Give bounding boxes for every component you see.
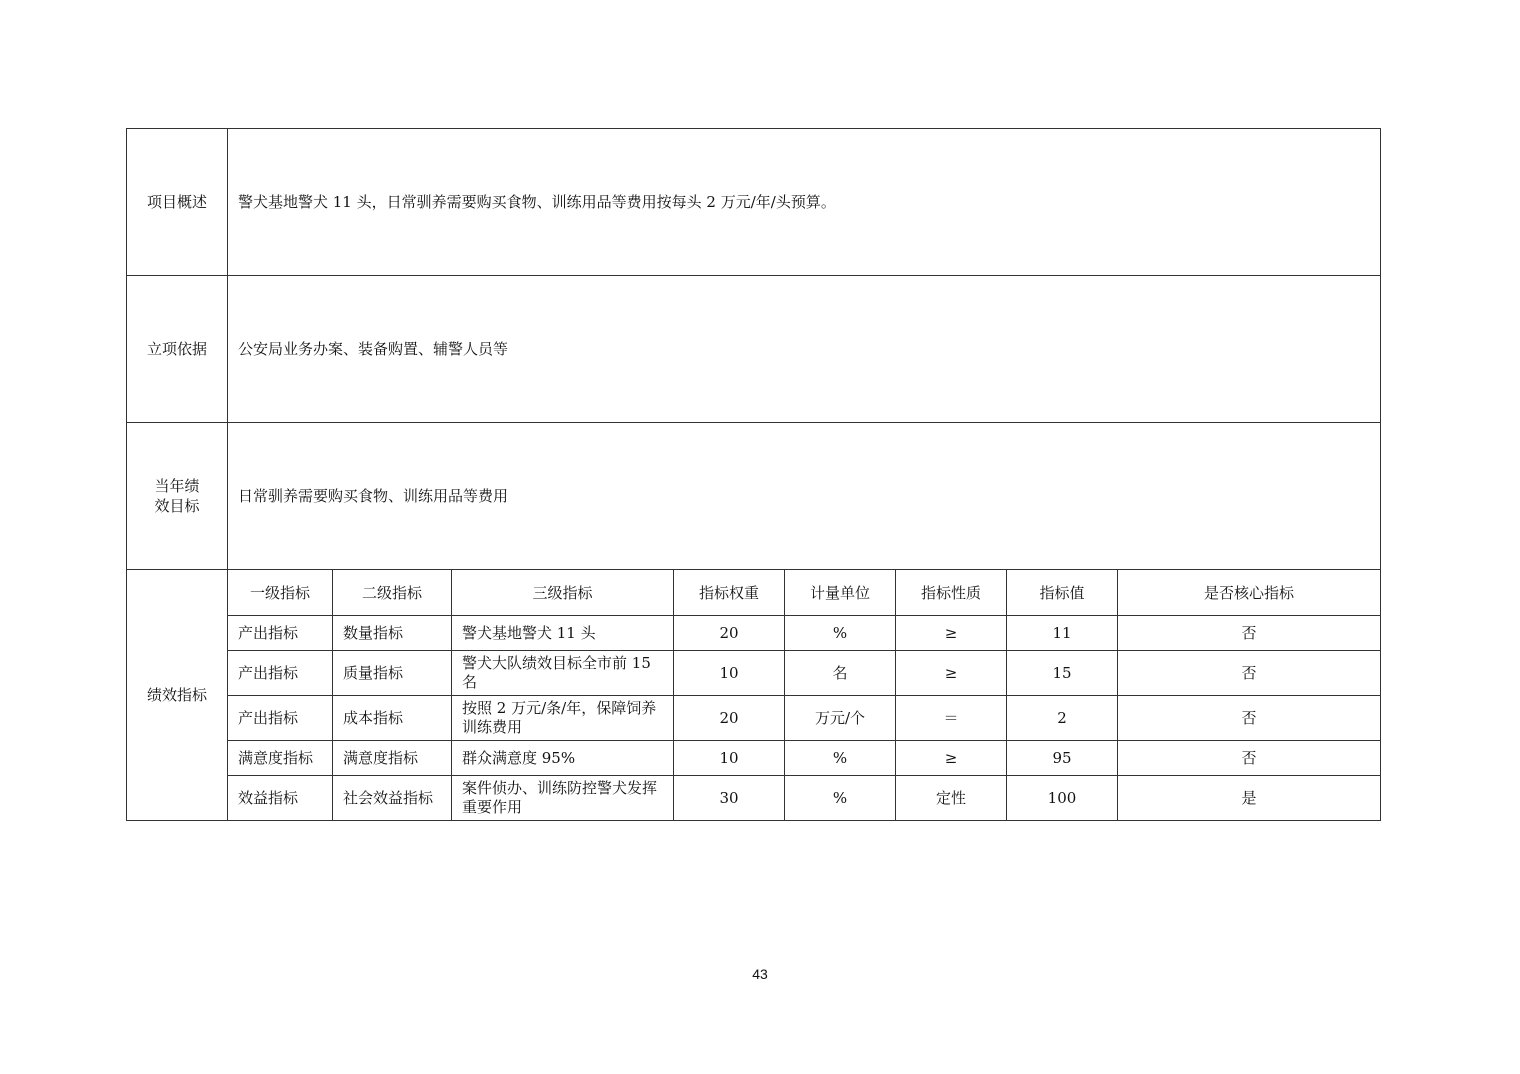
column-header: 是否核心指标 bbox=[1118, 570, 1381, 616]
column-header: 二级指标 bbox=[333, 570, 452, 616]
level2-cell: 成本指标 bbox=[333, 696, 452, 741]
basis-label: 立项依据 bbox=[127, 276, 228, 423]
unit-cell: % bbox=[785, 776, 896, 821]
core-cell: 否 bbox=[1118, 651, 1381, 696]
nature-cell: ≥ bbox=[896, 616, 1007, 651]
level1-cell: 产出指标 bbox=[228, 651, 333, 696]
level3-cell: 警犬基地警犬 11 头 bbox=[452, 616, 674, 651]
core-cell: 否 bbox=[1118, 696, 1381, 741]
nature-cell: ≥ bbox=[896, 741, 1007, 776]
level1-cell: 产出指标 bbox=[228, 616, 333, 651]
table-row bbox=[127, 741, 1381, 776]
weight-cell: 10 bbox=[674, 741, 785, 776]
level3-cell: 警犬大队绩效目标全市前 15 名 bbox=[452, 651, 674, 696]
core-cell: 否 bbox=[1118, 741, 1381, 776]
level3-cell: 群众满意度 95% bbox=[452, 741, 674, 776]
nature-cell: ＝ bbox=[896, 696, 1007, 741]
value-cell: 11 bbox=[1007, 616, 1118, 651]
unit-cell: 万元/个 bbox=[785, 696, 896, 741]
core-cell: 否 bbox=[1118, 616, 1381, 651]
overview-content: 警犬基地警犬 11 头，日常驯养需要购买食物、训练用品等费用按每头 2 万元/年/头预算。 bbox=[228, 129, 1381, 276]
table-row bbox=[127, 696, 1381, 741]
column-header: 计量单位 bbox=[785, 570, 896, 616]
unit-cell: 名 bbox=[785, 651, 896, 696]
level2-cell: 满意度指标 bbox=[333, 741, 452, 776]
weight-cell: 20 bbox=[674, 696, 785, 741]
level1-cell: 效益指标 bbox=[228, 776, 333, 821]
level2-cell: 质量指标 bbox=[333, 651, 452, 696]
basis-row bbox=[127, 276, 1381, 423]
weight-cell: 30 bbox=[674, 776, 785, 821]
goal-content: 日常驯养需要购买食物、训练用品等费用 bbox=[228, 423, 1381, 570]
table-row bbox=[127, 776, 1381, 821]
level2-cell: 数量指标 bbox=[333, 616, 452, 651]
nature-cell: 定性 bbox=[896, 776, 1007, 821]
table-row bbox=[127, 616, 1381, 651]
level3-cell: 按照 2 万元/条/年，保障饲养训练费用 bbox=[452, 696, 674, 741]
weight-cell: 20 bbox=[674, 616, 785, 651]
value-cell: 95 bbox=[1007, 741, 1118, 776]
level3-cell: 案件侦办、训练防控警犬发挥重要作用 bbox=[452, 776, 674, 821]
value-cell: 2 bbox=[1007, 696, 1118, 741]
weight-cell: 10 bbox=[674, 651, 785, 696]
unit-cell: % bbox=[785, 616, 896, 651]
overview-label: 项目概述 bbox=[127, 129, 228, 276]
column-header: 指标性质 bbox=[896, 570, 1007, 616]
performance-table bbox=[126, 128, 1381, 821]
nature-cell: ≥ bbox=[896, 651, 1007, 696]
goal-row bbox=[127, 423, 1381, 570]
page-number: 43 bbox=[752, 966, 768, 982]
table-row bbox=[127, 651, 1381, 696]
value-cell: 15 bbox=[1007, 651, 1118, 696]
unit-cell: % bbox=[785, 741, 896, 776]
goal-label: 当年绩效目标 bbox=[127, 423, 228, 570]
column-header: 三级指标 bbox=[452, 570, 674, 616]
indicator-header-row bbox=[127, 570, 1381, 616]
column-header: 指标权重 bbox=[674, 570, 785, 616]
indicators-label: 绩效指标 bbox=[127, 570, 228, 821]
overview-row bbox=[127, 129, 1381, 276]
basis-content: 公安局业务办案、装备购置、辅警人员等 bbox=[228, 276, 1381, 423]
level2-cell: 社会效益指标 bbox=[333, 776, 452, 821]
column-header: 指标值 bbox=[1007, 570, 1118, 616]
value-cell: 100 bbox=[1007, 776, 1118, 821]
level1-cell: 满意度指标 bbox=[228, 741, 333, 776]
level1-cell: 产出指标 bbox=[228, 696, 333, 741]
core-cell: 是 bbox=[1118, 776, 1381, 821]
column-header: 一级指标 bbox=[228, 570, 333, 616]
